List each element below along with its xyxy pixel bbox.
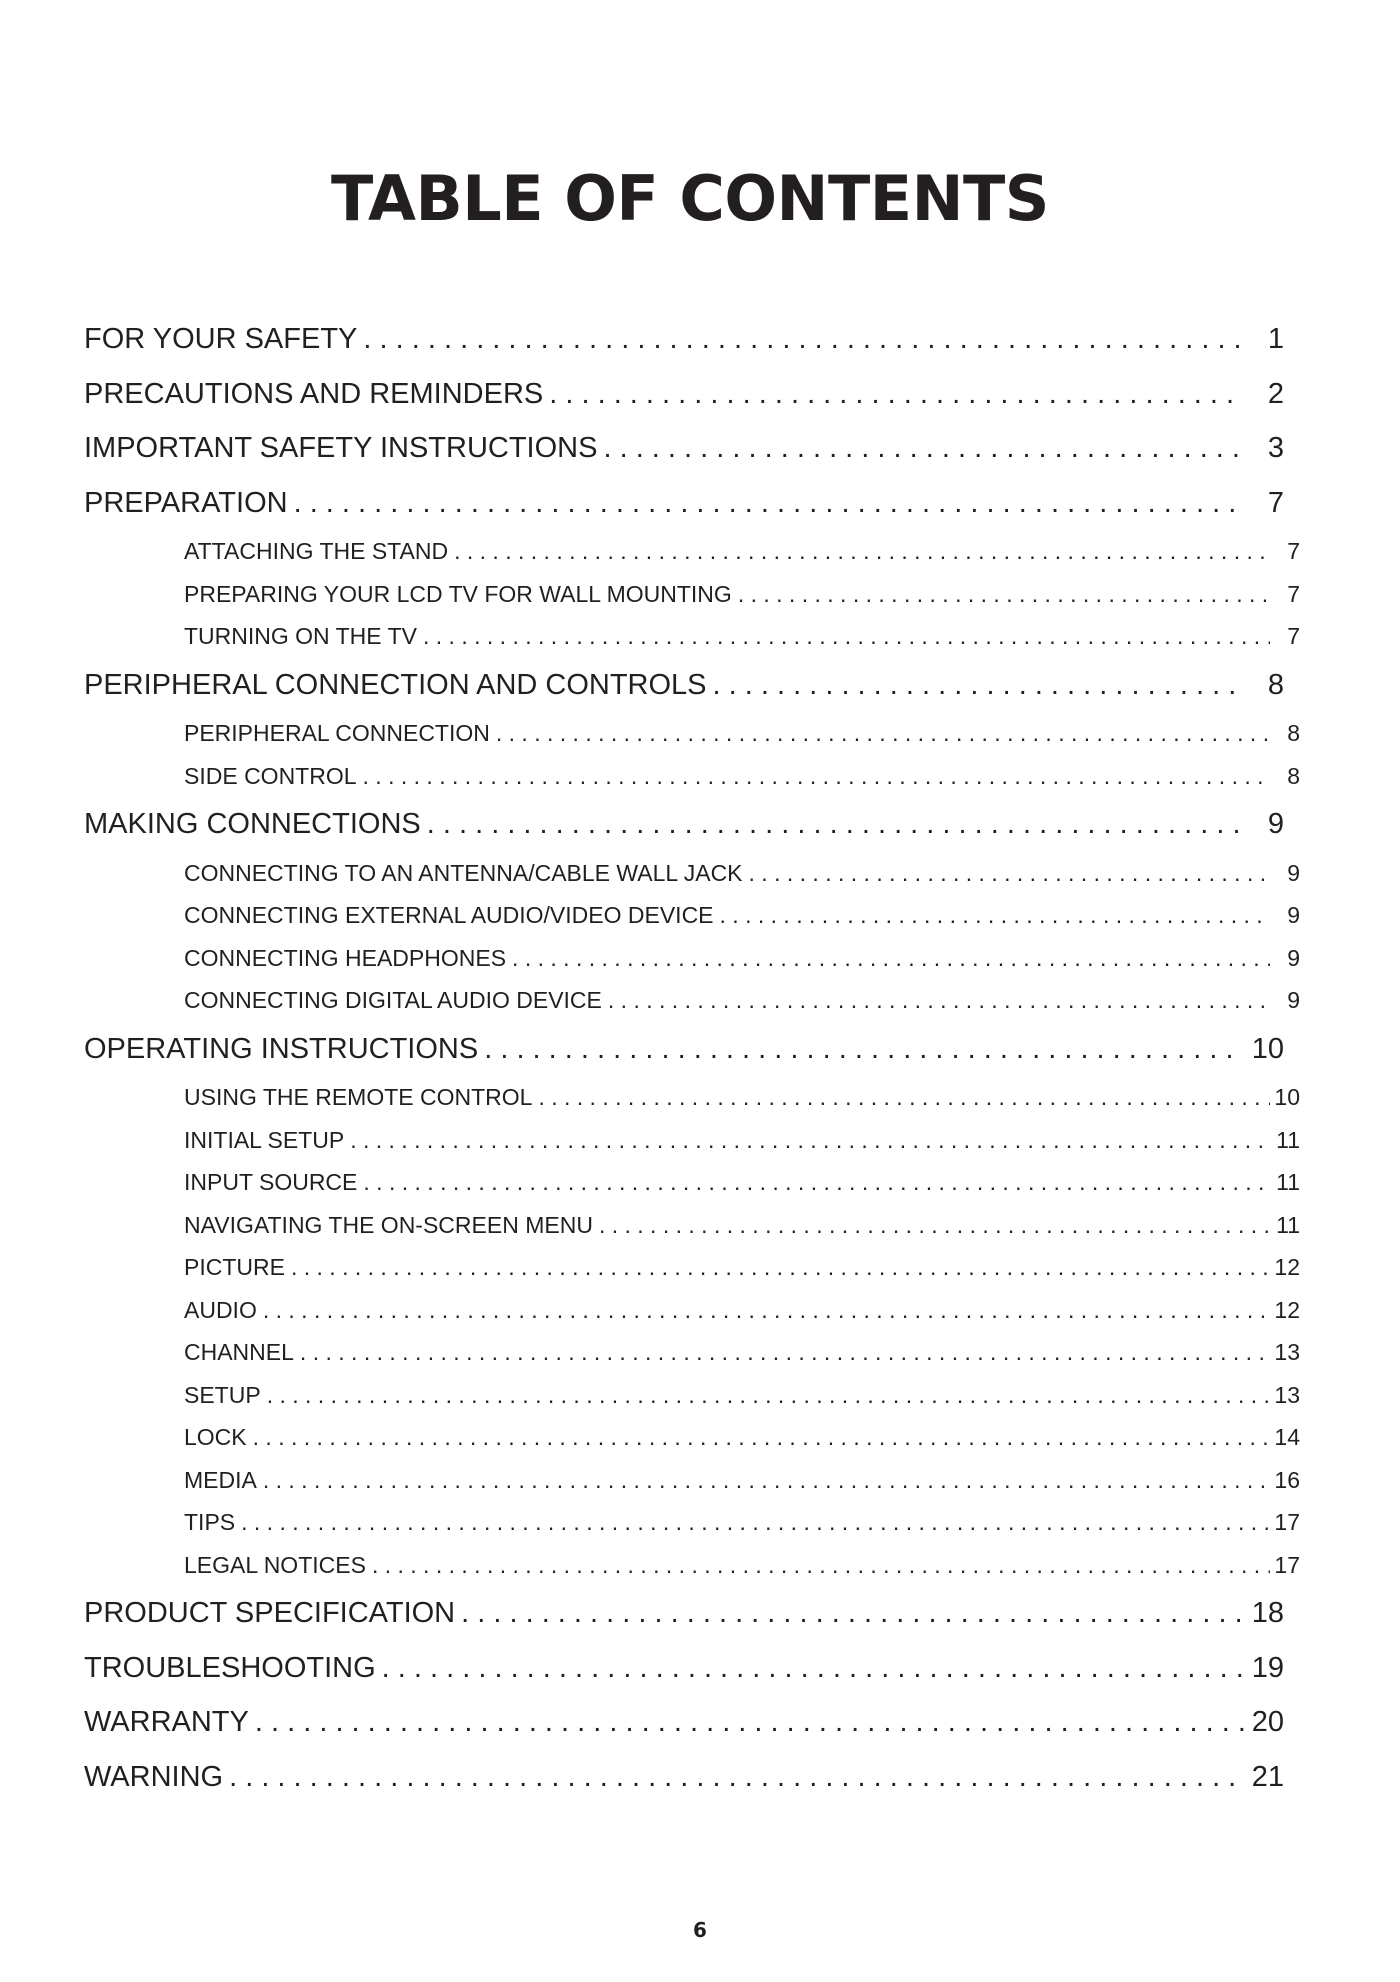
- toc-entry-label: SIDE CONTROL: [184, 762, 357, 789]
- toc-subsection-entry[interactable]: [84, 1161, 1300, 1204]
- toc-entry-label: AUDIO: [184, 1296, 257, 1323]
- dot-leader: [738, 573, 1270, 616]
- toc-entry-label: PERIPHERAL CONNECTION: [184, 720, 490, 746]
- dot-leader: [423, 615, 1270, 658]
- toc-entry-page-number: 12: [1274, 1254, 1300, 1280]
- dot-leader: [294, 476, 1244, 531]
- dot-leader: [599, 1204, 1270, 1247]
- toc-section-entry[interactable]: [84, 1022, 1284, 1077]
- toc-entry-page-number: 1: [1267, 323, 1284, 355]
- toc-entry-label: CHANNEL: [184, 1339, 294, 1365]
- toc-entry-page-number: 8: [1287, 720, 1300, 746]
- toc-entry-label: NAVIGATING THE ON-SCREEN MENU: [184, 1211, 593, 1238]
- toc-entry-page-number: 9: [1287, 987, 1300, 1013]
- dot-leader: [549, 367, 1244, 422]
- toc-section-entry[interactable]: [84, 367, 1284, 422]
- dot-leader: [382, 1641, 1244, 1696]
- toc-entry-page-number: 7: [1287, 538, 1300, 564]
- dot-leader: [512, 937, 1270, 980]
- dot-leader: [291, 1246, 1270, 1289]
- dot-leader: [253, 1416, 1270, 1459]
- toc-entry-label: INPUT SOURCE: [184, 1169, 358, 1195]
- dot-leader: [603, 421, 1244, 476]
- toc-entry-label: CONNECTING EXTERNAL AUDIO/VIDEO DEVICE: [184, 902, 714, 928]
- toc-entry-page-number: 18: [1251, 1597, 1284, 1629]
- toc-section-entry[interactable]: [84, 1641, 1284, 1696]
- toc-section-entry[interactable]: [84, 476, 1284, 531]
- toc-entry-label: WARRANTY: [84, 1706, 249, 1738]
- toc-entry-label: PRECAUTIONS AND REMINDERS: [84, 377, 544, 410]
- toc-entry-page-number: 17: [1274, 1509, 1300, 1535]
- dot-leader: [496, 712, 1270, 755]
- toc-entry-page-number: 11: [1276, 1169, 1300, 1195]
- toc-entry-label: CONNECTING DIGITAL AUDIO DEVICE: [184, 987, 602, 1013]
- toc-entry-page-number: 21: [1251, 1760, 1284, 1793]
- toc-entry-label: MAKING CONNECTIONS: [84, 808, 421, 840]
- toc-entry-page-number: 13: [1274, 1339, 1300, 1365]
- toc-entry-page-number: 2: [1267, 377, 1284, 410]
- toc-entry-label: TROUBLESHOOTING: [84, 1651, 376, 1684]
- toc-subsection-entry[interactable]: [84, 615, 1300, 658]
- dot-leader: [363, 755, 1270, 798]
- toc-entry-page-number: 9: [1287, 859, 1300, 886]
- dot-leader: [350, 1119, 1270, 1162]
- dot-leader: [608, 979, 1270, 1022]
- toc-section-entry[interactable]: [84, 797, 1284, 852]
- toc-subsection-entry[interactable]: [84, 755, 1300, 798]
- toc-section-entry[interactable]: [84, 421, 1284, 476]
- toc-section-entry[interactable]: [84, 312, 1284, 367]
- toc-subsection-entry[interactable]: [84, 1501, 1300, 1544]
- toc-subsection-entry[interactable]: [84, 1289, 1300, 1332]
- toc-entry-page-number: 11: [1276, 1211, 1300, 1238]
- toc-subsection-entry[interactable]: [84, 852, 1300, 895]
- toc-subsection-entry[interactable]: [84, 1416, 1300, 1459]
- toc-section-entry[interactable]: [84, 1586, 1284, 1641]
- toc-subsection-entry[interactable]: [84, 894, 1300, 937]
- toc-subsection-entry[interactable]: [84, 1119, 1300, 1162]
- dot-leader: [263, 1289, 1270, 1332]
- toc-entry-page-number: 19: [1251, 1651, 1284, 1684]
- dot-leader: [372, 1544, 1270, 1587]
- toc-entry-label: PREPARATION: [84, 486, 288, 519]
- toc-entry-label: PICTURE: [184, 1254, 285, 1280]
- dot-leader: [363, 312, 1244, 367]
- toc-entry-page-number: 3: [1267, 432, 1284, 464]
- toc-entry-label: TURNING ON THE TV: [184, 623, 417, 649]
- toc-entry-page-number: 8: [1267, 668, 1284, 701]
- toc-entry-label: CONNECTING TO AN ANTENNA/CABLE WALL JACK: [184, 859, 743, 886]
- dot-leader: [267, 1374, 1270, 1417]
- dot-leader: [484, 1022, 1244, 1077]
- toc-entry-page-number: 11: [1276, 1126, 1300, 1153]
- dot-leader: [720, 894, 1270, 937]
- toc-entry-page-number: 9: [1267, 808, 1284, 840]
- dot-leader: [454, 530, 1270, 573]
- toc-entry-page-number: 8: [1287, 762, 1300, 789]
- toc-entry-page-number: 16: [1274, 1466, 1300, 1493]
- toc-entry-page-number: 17: [1274, 1551, 1300, 1578]
- dot-leader: [241, 1501, 1270, 1544]
- toc-entry-label: INITIAL SETUP: [184, 1126, 345, 1153]
- toc-subsection-entry[interactable]: [84, 979, 1300, 1022]
- toc-subsection-entry[interactable]: [84, 530, 1300, 573]
- toc-entry-page-number: 14: [1274, 1424, 1300, 1450]
- toc-entry-page-number: 13: [1274, 1381, 1300, 1408]
- dot-leader: [263, 1459, 1270, 1502]
- toc-subsection-entry[interactable]: [84, 1246, 1300, 1289]
- toc-subsection-entry[interactable]: [84, 1076, 1300, 1119]
- toc-entry-label: CONNECTING HEADPHONES: [184, 944, 507, 971]
- toc-entry-page-number: 7: [1287, 580, 1300, 607]
- toc-entry-page-number: 9: [1287, 902, 1300, 928]
- dot-leader: [461, 1586, 1244, 1641]
- toc-entry-label: MEDIA: [184, 1466, 257, 1493]
- toc-entry-label: PRODUCT SPECIFICATION: [84, 1597, 456, 1629]
- dot-leader: [229, 1750, 1244, 1805]
- toc-entry-page-number: 9: [1287, 944, 1300, 971]
- toc-entry-page-number: 10: [1251, 1032, 1284, 1065]
- table-of-contents: [84, 312, 1300, 1804]
- toc-entry-label: FOR YOUR SAFETY: [84, 323, 358, 355]
- toc-subsection-entry[interactable]: [84, 1331, 1300, 1374]
- toc-entry-label: PERIPHERAL CONNECTION AND CONTROLS: [84, 668, 707, 701]
- toc-subsection-entry[interactable]: [84, 1459, 1300, 1502]
- toc-subsection-entry[interactable]: [84, 573, 1300, 616]
- toc-entry-label: TIPS: [184, 1509, 236, 1535]
- toc-entry-label: SETUP: [184, 1381, 261, 1408]
- toc-entry-label: LEGAL NOTICES: [184, 1551, 366, 1578]
- toc-entry-label: LOCK: [184, 1424, 247, 1450]
- toc-section-entry[interactable]: [84, 1695, 1284, 1750]
- dot-leader: [255, 1695, 1244, 1750]
- toc-entry-page-number: 7: [1287, 623, 1300, 649]
- toc-entry-label: PREPARING YOUR LCD TV FOR WALL MOUNTING: [184, 580, 732, 607]
- dot-leader: [713, 658, 1244, 713]
- toc-subsection-entry[interactable]: [84, 1544, 1300, 1587]
- toc-entry-page-number: 10: [1274, 1084, 1300, 1110]
- page-title: TABLE OF CONTENTS: [331, 162, 1049, 235]
- dot-leader: [749, 852, 1270, 895]
- dot-leader: [538, 1076, 1270, 1119]
- toc-entry-label: WARNING: [84, 1760, 224, 1793]
- dot-leader: [427, 797, 1244, 852]
- page-number: 6: [693, 1918, 707, 1942]
- toc-entry-page-number: 7: [1267, 486, 1284, 519]
- dot-leader: [363, 1161, 1270, 1204]
- dot-leader: [300, 1331, 1270, 1374]
- toc-section-entry[interactable]: [84, 1750, 1284, 1805]
- toc-subsection-entry[interactable]: [84, 1374, 1300, 1417]
- toc-entry-page-number: 12: [1274, 1296, 1300, 1323]
- toc-section-entry[interactable]: [84, 658, 1284, 713]
- toc-entry-page-number: 20: [1251, 1706, 1284, 1738]
- toc-subsection-entry[interactable]: [84, 1204, 1300, 1247]
- toc-subsection-entry[interactable]: [84, 712, 1300, 755]
- toc-subsection-entry[interactable]: [84, 937, 1300, 980]
- toc-entry-label: ATTACHING THE STAND: [184, 538, 449, 564]
- toc-entry-label: IMPORTANT SAFETY INSTRUCTIONS: [84, 432, 598, 464]
- toc-entry-label: OPERATING INSTRUCTIONS: [84, 1032, 479, 1065]
- toc-entry-label: USING THE REMOTE CONTROL: [184, 1084, 533, 1110]
